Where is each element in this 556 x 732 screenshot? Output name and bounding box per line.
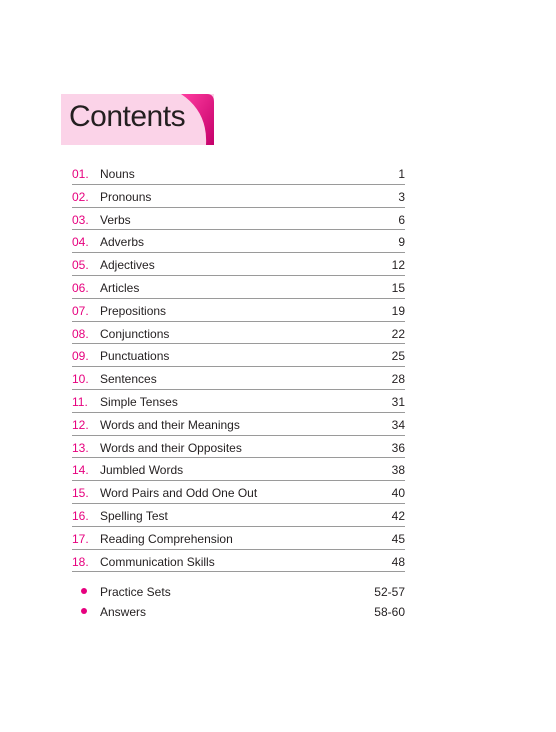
chapter-title: Communication Skills bbox=[100, 554, 215, 569]
toc-entry[interactable] bbox=[72, 185, 405, 208]
chapter-number: 08. bbox=[72, 326, 89, 341]
chapter-number: 06. bbox=[72, 280, 89, 295]
toc-entry[interactable] bbox=[72, 322, 405, 345]
table-of-contents bbox=[72, 162, 405, 572]
chapter-title: Words and their Opposites bbox=[100, 440, 242, 455]
toc-entry[interactable] bbox=[72, 527, 405, 550]
bullet-icon bbox=[81, 608, 87, 614]
chapter-number: 16. bbox=[72, 508, 89, 523]
toc-entry[interactable] bbox=[72, 504, 405, 527]
chapter-number: 15. bbox=[72, 486, 89, 501]
page-number: 40 bbox=[391, 486, 405, 501]
appendix-entry[interactable] bbox=[72, 604, 405, 624]
toc-entry[interactable] bbox=[72, 550, 405, 573]
bullet-icon bbox=[81, 588, 87, 594]
page-number: 45 bbox=[391, 531, 405, 546]
chapter-number: 01. bbox=[72, 167, 89, 181]
chapter-title: Adverbs bbox=[100, 235, 145, 250]
page-number: 19 bbox=[391, 303, 405, 318]
toc-entry[interactable] bbox=[72, 436, 405, 459]
chapter-title: Conjunctions bbox=[100, 326, 170, 341]
page-number: 36 bbox=[391, 440, 405, 455]
chapter-number: 02. bbox=[72, 189, 89, 204]
chapter-title: Words and their Meanings bbox=[100, 417, 240, 432]
toc-entry[interactable] bbox=[72, 367, 405, 390]
toc-entry[interactable] bbox=[72, 458, 405, 481]
chapter-title: Spelling Test bbox=[100, 508, 168, 523]
page-title: Contents bbox=[69, 100, 186, 133]
page-number: 6 bbox=[398, 212, 405, 227]
chapter-title: Nouns bbox=[100, 167, 135, 181]
page-number: 31 bbox=[391, 394, 405, 409]
appendix-list bbox=[72, 584, 405, 624]
chapter-number: 09. bbox=[72, 349, 89, 364]
chapter-number: 17. bbox=[72, 531, 89, 546]
chapter-number: 11. bbox=[72, 394, 88, 409]
chapter-title: Word Pairs and Odd One Out bbox=[100, 486, 258, 501]
toc-entry[interactable] bbox=[72, 390, 405, 413]
chapter-title: Sentences bbox=[100, 372, 157, 387]
chapter-number: 18. bbox=[72, 554, 89, 569]
page-range: 58-60 bbox=[374, 605, 405, 619]
chapter-title: Adjectives bbox=[100, 258, 155, 273]
page-number: 3 bbox=[398, 189, 405, 204]
chapter-number: 05. bbox=[72, 258, 89, 273]
toc-entry[interactable] bbox=[72, 230, 405, 253]
page-number: 48 bbox=[391, 554, 405, 569]
page-number: 15 bbox=[391, 280, 405, 295]
page-number: 28 bbox=[391, 372, 405, 387]
page-number: 42 bbox=[391, 508, 405, 523]
chapter-number: 12. bbox=[72, 417, 89, 432]
chapter-title: Pronouns bbox=[100, 189, 152, 204]
toc-entry[interactable] bbox=[72, 344, 405, 367]
chapter-title: Verbs bbox=[100, 212, 131, 227]
appendix-entry[interactable] bbox=[72, 584, 405, 604]
chapter-number: 03. bbox=[72, 212, 89, 227]
chapter-title: Punctuations bbox=[100, 349, 170, 364]
toc-entry[interactable] bbox=[72, 299, 405, 322]
toc-entry[interactable] bbox=[72, 162, 405, 185]
appendix-title: Practice Sets bbox=[100, 585, 171, 599]
page-number: 38 bbox=[391, 463, 405, 478]
page-number: 22 bbox=[391, 326, 405, 341]
page-number: 1 bbox=[398, 167, 405, 181]
toc-entry[interactable] bbox=[72, 208, 405, 231]
toc-entry[interactable] bbox=[72, 481, 405, 504]
chapter-number: 13. bbox=[72, 440, 89, 455]
page-number: 12 bbox=[391, 258, 405, 273]
chapter-title: Prepositions bbox=[100, 303, 167, 318]
page-range: 52-57 bbox=[374, 585, 405, 599]
chapter-number: 07. bbox=[72, 303, 89, 318]
appendix-title: Answers bbox=[100, 605, 147, 619]
chapter-title: Jumbled Words bbox=[100, 463, 184, 478]
page-number: 9 bbox=[398, 235, 405, 250]
toc-entry[interactable] bbox=[72, 276, 405, 299]
chapter-number: 10. bbox=[72, 372, 89, 387]
chapter-title: Reading Comprehension bbox=[100, 531, 233, 546]
chapter-title: Articles bbox=[100, 280, 140, 295]
page-number: 34 bbox=[391, 417, 405, 432]
chapter-number: 14. bbox=[72, 463, 89, 478]
toc-entry[interactable] bbox=[72, 253, 405, 276]
chapter-title: Simple Tenses bbox=[100, 394, 178, 409]
contents-heading bbox=[61, 94, 214, 145]
page-number: 25 bbox=[391, 349, 405, 364]
toc-entry[interactable] bbox=[72, 413, 405, 436]
chapter-number: 04. bbox=[72, 235, 89, 250]
